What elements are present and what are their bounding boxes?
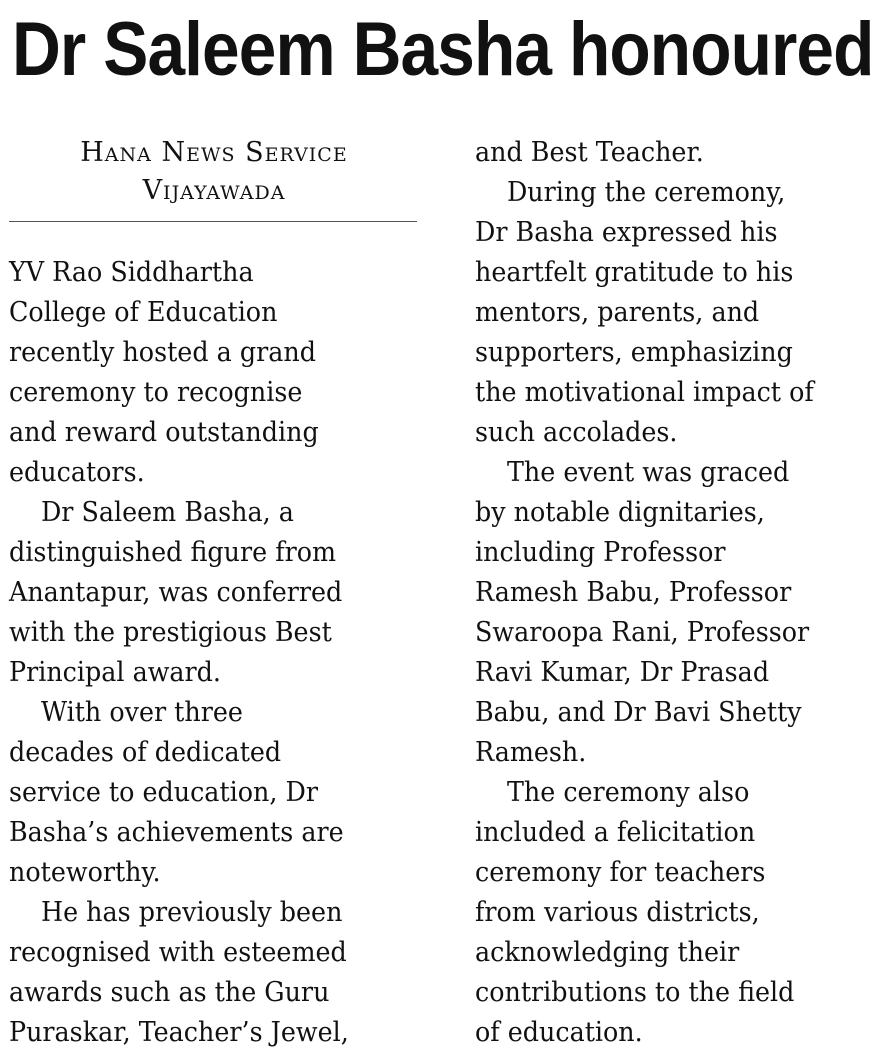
byline-location: Vijayawada — [142, 175, 286, 206]
article-text-line: acknowledging their — [475, 937, 740, 968]
byline-agency: Hana News Service — [80, 137, 348, 168]
article-text-line: Anantapur, was conferred — [9, 577, 343, 608]
article-text-line: The event was graced — [506, 457, 790, 488]
article-text-line: and Best Teacher. — [475, 137, 704, 168]
article-text-line: recently hosted a grand — [9, 337, 316, 368]
article-text-line: Ramesh. — [475, 737, 587, 768]
article-text-line: recognised with esteemed — [9, 937, 347, 968]
article-text-line: such accolades. — [475, 417, 678, 448]
article-text-line: contributions to the field — [475, 977, 795, 1008]
article-text-line: by notable dignitaries, — [475, 497, 765, 528]
article-text-line: including Professor — [475, 537, 726, 568]
article-headline: Dr Saleem Basha honoured — [12, 7, 874, 92]
article-text-line: Babu, and Dr Bavi Shetty — [475, 697, 802, 728]
byline-divider — [9, 221, 417, 222]
article-text-line: Ramesh Babu, Professor — [475, 577, 792, 608]
article-text-line: YV Rao Siddhartha — [9, 257, 254, 288]
article-text-line: heartfelt gratitude to his — [475, 257, 794, 288]
article-text-line: College of Education — [9, 297, 278, 328]
article-text-line: The ceremony also — [506, 777, 750, 808]
article-text-line: supporters, emphasizing — [475, 337, 793, 368]
article-text-line: decades of dedicated — [9, 737, 282, 768]
article-text-line: During the ceremony, — [506, 177, 786, 208]
article-text-line: distinguished figure from — [9, 537, 337, 568]
article-text-line: Basha’s achievements are — [9, 817, 344, 848]
article-text-line: ceremony for teachers — [475, 857, 766, 888]
article-text-line: mentors, parents, and — [475, 297, 760, 328]
article-text-line: of education. — [475, 1017, 643, 1048]
article-text-line: service to education, Dr — [9, 777, 319, 808]
byline — [9, 134, 419, 210]
article-text-line: He has previously been — [40, 897, 343, 928]
article-text-line: Dr Basha expressed his — [475, 217, 778, 248]
article-text-line: the motivational impact of — [475, 377, 814, 408]
article-text-line: ceremony to recognise — [9, 377, 303, 408]
article-text-line: educators. — [9, 457, 145, 488]
article-text-line: with the prestigious Best — [9, 617, 332, 648]
left-column-body — [9, 253, 419, 1053]
article-text-line: awards such as the Guru — [9, 977, 330, 1008]
article-text-line: noteworthy. — [9, 857, 161, 888]
article-text-line: and reward outstanding — [9, 417, 319, 448]
article-text-line: With over three — [40, 697, 243, 728]
article-text-line: Principal award. — [9, 657, 222, 688]
article-text-line: Dr Saleem Basha, a — [40, 497, 294, 528]
article-text-line: Swaroopa Rani, Professor — [475, 617, 810, 648]
article-text-line: included a felicitation — [475, 817, 756, 848]
right-column-body — [475, 133, 885, 1053]
article-text-line: Puraskar, Teacher’s Jewel, — [9, 1017, 349, 1048]
article-text-line: Ravi Kumar, Dr Prasad — [475, 657, 770, 688]
article-text-line: from various districts, — [475, 897, 760, 928]
